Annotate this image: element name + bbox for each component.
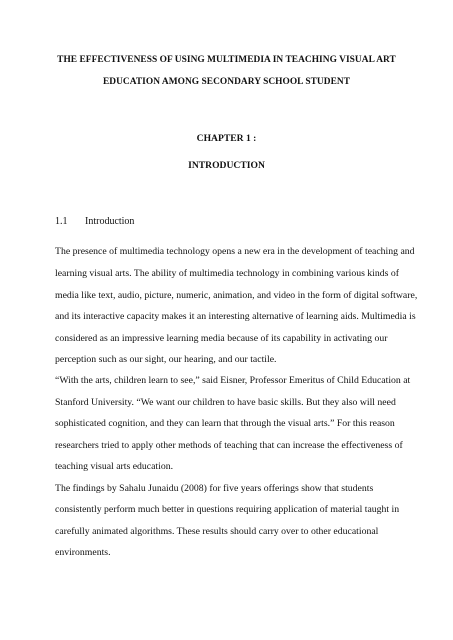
body-line: environments. [55,547,111,558]
body-line: The presence of multimedia technology opens a new era in the development of teaching and [55,246,415,257]
body-line: considered as an impressive learning media because of its capability in activating our [55,333,388,344]
body-line: media like text, audio, picture, numeric, animation, and video in the form of digital software, [55,290,418,301]
body-line: and its interactive capacity makes it an interesting alternative of learning aids. Multimedia is [55,311,416,322]
body-line: researchers tried to apply other methods of teaching that can increase the effectiveness of [55,440,403,451]
section-number: 1.1 [55,216,68,227]
document-title-line-1: THE EFFECTIVENESS OF USING MULTIMEDIA IN TEACHING VISUAL ART [57,55,396,65]
document-title-line-2: EDUCATION AMONG SECONDARY SCHOOL STUDENT [102,77,350,87]
body-line: perception such as our sight, our hearing, and our tactile. [55,354,277,365]
body-line: teaching visual arts education. [55,461,174,472]
body-line: The findings by Sahalu Junaidu (2008) for five years offerings show that students [55,483,374,494]
body-line: carefully animated algorithms. These results should carry over to other educational [55,526,379,537]
chapter-label: CHAPTER 1 : [196,133,257,144]
chapter-title: INTRODUCTION [188,160,265,171]
body-line: consistently perform much better in questions requiring application of material taught in [55,504,400,515]
section-heading [55,216,134,227]
body-line: sophisticated cognition, and they can learn that through the visual arts.” For this reason [55,418,395,429]
body-line: learning visual arts. The ability of multimedia technology in combining various kinds of [55,268,399,279]
body-line: “With the arts, children learn to see,” said Eisner, Professor Emeritus of Child Education at [55,375,411,386]
section-title: Introduction [85,216,135,227]
body-line: Stanford University. “We want our children to have basic skills. But they also will need [55,397,396,408]
